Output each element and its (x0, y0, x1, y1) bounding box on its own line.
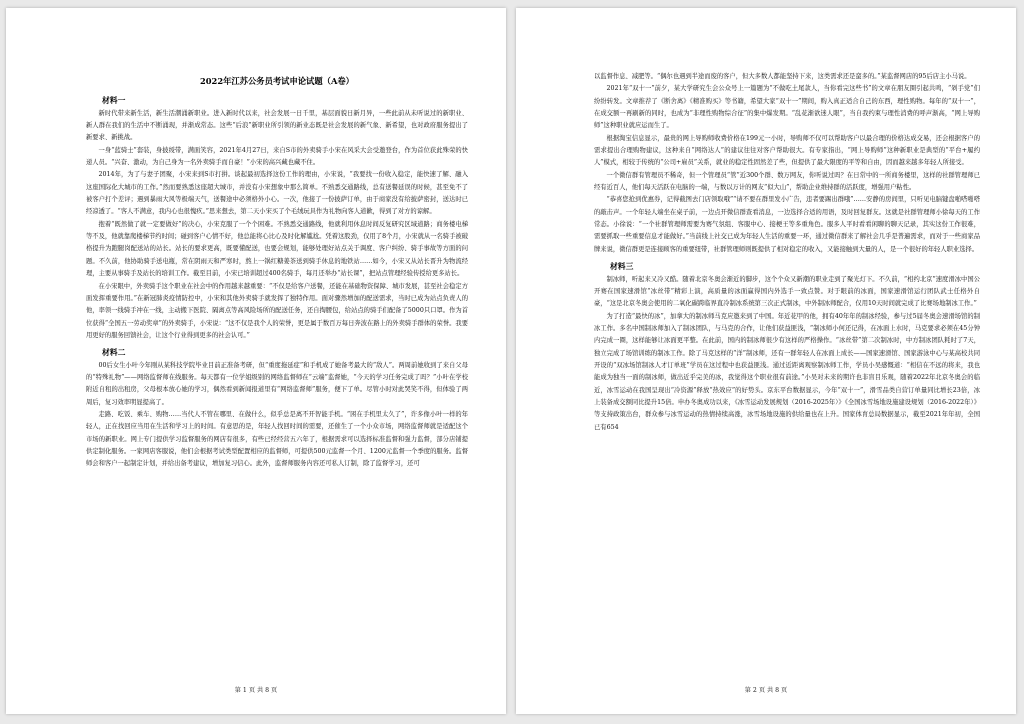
paragraph: “恭喜您抢到优惠券，记得截图去门店领取哦”“请不要在群里发小广告，违者要踢出群哦”……安静的房间里，只听见电脑键盘啪嗒啪嗒的敲击声。一个年轻人端坐在桌子前，一边点开微信群查看消息，一边选择合适的用语，及时回复群友。这就是社群管理师小徐每天的工作常态。小徐说：“一个社群管理师需要为赛气氛组、客服中心、接梗王等多重角色。服多人平时看看闲聊的聊天记录，其实这份工作很难，需要抓取一些重要信息才能做好。”当前线上社交已成为年轻人生活的重要一环，通过微信群来了解社会几乎是普遍需求，而对于一些商家品牌来说，微信群更是连接顾客的重要纽带，社群管理师则既提供了相对稳定的收入，又能接触到大量的人，是一个很好的年轻人职业选择。 (594, 196, 980, 253)
paragraph: 为了打造“最快的冰”，加拿大的制冰师马克应邀来到了中国。年近花甲的他，拥有40年年的制冰经验，参与过5届冬奥会速滑场馆的制冰工作。多名中国制冰师加入了制冰团队，与马克的合作，让他们获益匪浅，“制冰师小何还记得，在冰面上水时，马克要求必须在45分钟内完成一圈，这样能够让冰面更平整。在此前，国内的制冰师很少有这样的严格操作。“冰丝带”第二次制冰时，中方制冰团队耗时了7天，独立完成了场馆训练的制冰工作。除了马克这样的“洋”制冰师，还有一群年轻人在冰面上成长——国家速滑馆、国家游泳中心与某高校共同开设的“双冰场馆制冰人才订单班”学员在这过程中也获益匪浅。通过近距离观察制冰师工作，学员小吴感慨道：“相信在不远的将来，我也能成为独当一面的制冰师，做出近乎完美的冰，我觉得这个职业很有前途。”小吴对未来的期许也非盲目乐观，随着2022年北京冬奥会的临近，冰雪运动在我国呈现出“冷资源”释放“热效应”的好势头。京东平台数据显示，今年“双十一”，滑雪品类自营订单量同比增长23倍，冰上装备成交额同比提升15倍。申办冬奥成功以来，《冰雪运动发展规划（2016-2025年）》《全国冰雪场地设施建设规划（2016-2022年）》等支持政策出台，群众参与冰雪运动的热情持续高涨，冰雪场地设施的供给量也在上升。国家体育总局数据显示，截至2021年年初，全国已有654 (594, 312, 980, 431)
document-page-2 (516, 8, 1016, 714)
page-1-content (86, 60, 468, 471)
document-title: 2022年江苏公务员考试申论试题（A卷） (200, 76, 354, 86)
paragraph: 根据淘宝信息显示，最贵的网上导购师收费价格在199元一小时，导购师不仅可以帮助客户以最合理的价格达成交易，还会根据客户的需求提出合理购物建议，这种来自“网络达人”的建议往往对客户帮助很大。有专家指出，“网上导购师”这种新职业是典型的“平台+履约人”模式，相较于传统的“公司+雇员”关系，就业的稳定性固然差了些，但提供了最大限度的平等和自由，因而越来越多年轻人所接受。 (594, 134, 980, 167)
section-title-material-2: 材料二 (102, 348, 126, 358)
paragraph: 新时代带来新生活，新生活潮涌新职业。进入新时代以来，社会发展一日千里，基层面貌日新月异，一些此前从未听说过的新职业、新人群在我们的生活中不断涌现，并渐成常态。这些“后浪”新职业所引领的新业态既是社会发展的新气象、新希望，也对政府服务提出了新要求、新挑战。 (86, 109, 468, 142)
paragraph: 2021年“双十一”前夕，某大学研究生会公众号上一篇题为“不做吃土尾款人，当你看完这些书”的文章在朋友圈引起共鸣，“剁手党”们纷纷转发。文章推荐了《断舍离》《精准购买》等书籍，希望大家“双十一”期间，购入真正适合自己的东西，理性购物。每年的“双十一”，在成交额一再刷新的同时，也成为“非理性购物综合征”的集中爆发期。“乱花渐欲迷人眼”，当自我约束与理性消费的呼声渐高，“网上导购师”这种职业就应运而生了。 (594, 85, 980, 130)
paragraph: 抱着“既然做了就一定要做好”的决心，小宋克服了一个个困难。不熟悉交通路线，他就利用休息时间反复研究区域道路；商务楼电梯等不及，他就靠爬楼梯节约时间；碰到客户心情不好，他总能将心比心及时化解尴尬。凭着这股劲，仅用了8个月，小宋就从一名骑手被破格提升为跑腿岗配送站的站长。站长的要求更高，既要懂配送，也要会规划，能够处理好站点关于调度、客户纠纷、骑手事故等方面的问题。不久前，他协助骑手送电瓶，常在阴雨天和严寒时，熬上一锅红糖姜茶送到骑手休息的地铁站……如今，小宋又从站长晋升为物流经理，主要从事骑手及站长的培训工作。截至目前，小宋已培训超过400名骑手，每月还举办“站长课”，把站点管理经验传授给更多站长。 (86, 220, 468, 278)
paragraph: 制冰师，听起来又冷又酷。随着北京冬奥会渐近的脚步，这个个众又新潮的职业走到了聚光灯下。不久前，“相约北京”速度滑冰中国公开赛在国家速滑馆“冰丝带”精彩上演，高质量的冰面赢得国内外选手一致点赞。对于眼前的冰面，国家速滑馆运行团队武士任格外自豪，“这是北京冬奥会使用的二氧化碳跨临界直冷制冰系统第三次正式制冰，中外制冰师配合，仅用10天时间就完成了比赛场地制冰工作。” (594, 275, 980, 308)
paragraph: 00后女生小叶今年刚从某科技学院毕业目前正准备考研，但“重度拖延症”和手机成了她备考最大的“敌人”。两周前她收到了来自父母的“特殊礼物”——网络监督师在线服务。每天都有一位学姐级别的网络监督师在“云端”监督她，“今天的学习任务完成了吗？”小叶在学校附近自租的出租房，父母根本放心她的学习，偶然看到新闻报道里有“网络监督师”服务，便下了单。尽管小时对此哭笑不得，但体验了两周后，复习效率明显提高了。 (86, 361, 468, 406)
page-footer: 第 1 页 共 8 页 (234, 687, 278, 694)
section-title-material-3: 材料三 (610, 262, 634, 272)
paragraph: 一个微信群有管理员不稀奇，但一个管理员“管”近300个群、数万网友，你听说过吗？在日常中的一所商务楼里，这样的社群管理师已经有近百人，他们每天活跃在电脑的一端，与数以万计的网友“似大山”，帮助企业维持群的活跃度，增强用户粘性。 (594, 171, 980, 192)
paragraph: 在小宋眼中，外卖骑手这个职业在社会中的作用越来越重要：“不仅是给客户送餐，还能在基础物资保障、城市发展，甚至社会稳定方面发挥重要作用。”在新冠肺炎疫情防控中，小宋和其他外卖骑手就发挥了独特作用。面对骤然增加的配送需求，当时已成为站点负责人的他，率领一线骑手冲在一线，主动搬下医院、隔离点等高风险场所的配送任务，还自掏腰包，给站点的骑手们配备了5000只口罩。作为首位获得“全国五一劳动奖章”的外卖骑手，小宋说：“这不仅是我个人的荣誉，更是属于数百万每日奔波在路上的外卖骑手群体的荣誉。我要用更好的服务回馈社会，让这个行业得到更多的社会认可。” (86, 282, 468, 339)
page-footer: 第 2 页 共 8 页 (744, 687, 788, 694)
paragraph: 走路、吃饭、乘车、购物……当代人不管在哪里、在做什么，似乎总是离不开智能手机。“困在手机里太久了”，许多像小叶一样的年轻人，正在找回应当用在生活和学习上的时间。有意思的是，年轻人找回时间的需要，还催生了一个小众市场，网络监督师就是适配这个市场的新职业。网上专门提供学习监督服务的网店有很多，有些已经经营五六年了，根据需求可以选择标准监督和强力监督，部分店铺提供定制化服务。一家网店客服说，他们会根据考试类型配置相应的监督师，可提供500元监督一个月、1200元监督一个季度的服务。监督师会和客户一起制定计划，并给出备考建议，增加复习信心。此外，监督师服务内容还可私人订制，除了监督学习，还可 (86, 410, 468, 468)
page-2-content (594, 71, 980, 434)
paragraph: 2014年，为了与妻子团聚，小宋来到S市打拼。谈起最初选择这份工作的理由，小宋说，“我要找一份收入稳定，能快速了解、融入这座国际化大城市的工作。”然而要熟悉这座超大城市，并没有小宋想象中那么简单。不熟悉交通路线，总有送餐延误的时候，甚至免不了被客户打个差评；遇到暴雨大风等极端天气，送餐途中必须格外小心。一次，他接了一份披萨订单，由于商家没有给披萨密封，送达时已经凉透了。“客人不满意，我内心也很愧疚。”思来想去，第二天小宋买了个毛绒玩具作为礼物向客人道歉，得到了对方的谅解。 (86, 171, 468, 216)
paragraph: 以监督作息、减肥等。“偶尔也遇到半途而废的客户，但大多数人都能坚持下来，这类需求还是蛮多的。”某监督网店的95后店主小马说。 (594, 73, 971, 80)
section-title-material-1: 材料一 (102, 96, 126, 106)
paragraph: 一身“蓝骑士”套装，身披绶带，满面笑容，2021年4月27日，来自S市的外卖骑手小宋在风采大会受邀登台，作为首位获此殊荣的快递人员。“兴奋、激动，为自己身为一名外卖骑手而自豪！”小宋的高兴藏也藏不住。 (86, 146, 468, 167)
document-page-1 (6, 8, 506, 714)
